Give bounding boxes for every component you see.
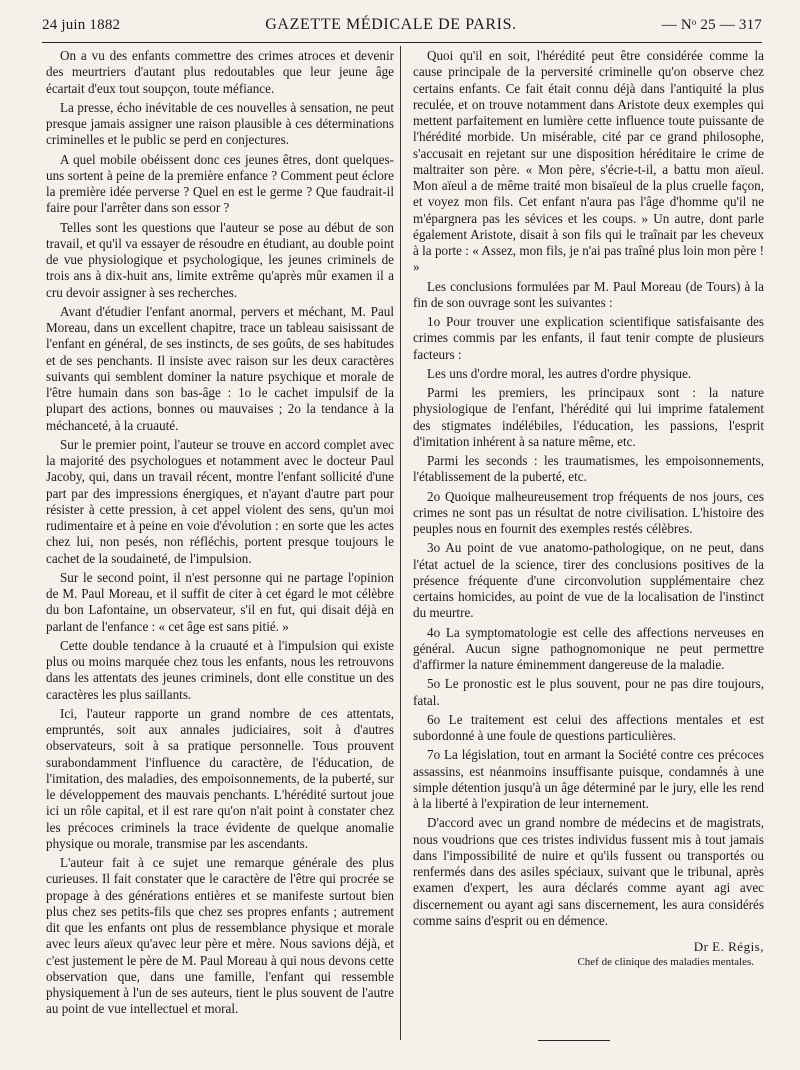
conclusion-item: 6o Le traitement est celui des affections mentales et est subordonné à une foule de questions particulières. [413, 711, 764, 743]
journal-title: GAZETTE MÉDICALE DE PARIS. [265, 16, 517, 33]
paragraph: La presse, écho inévitable de ces nouvelles à sensation, ne peut presque jamais assigner une raison plausible à ces déterminations criminelles et le public se perd en conjectures. [46, 99, 394, 148]
conclusion-item: 2o Quoique malheureusement trop fréquents de nos jours, ces crimes ne sont pas un résultat de notre civilisation. L'histoire des peuples nous en fournit des exemples restés célèbres. [413, 488, 764, 536]
left-column [46, 48, 394, 1021]
issue-number: — Nᵒ 25 — 317 [661, 17, 762, 33]
paragraph: Les conclusions formulées par M. Paul Moreau (de Tours) à la fin de son ouvrage sont les suivantes : [413, 278, 764, 310]
conclusion-item: Les uns d'ordre moral, les autres d'ordre physique. [427, 365, 692, 381]
end-rule [538, 1040, 610, 1041]
conclusion-item: Parmi les seconds : les traumatismes, les empoisonnements, l'établissement de la puberté, etc. [413, 453, 764, 485]
paragraph: Avant d'étudier l'enfant anormal, pervers et méchant, M. Paul Moreau, dans un excellent chapitre, trace un tableau saisissant de l'enfant en général, de ses instincts, de ses goûts, de ses habitudes et de ses penchants. Il insiste avec raison sur les deux caractères suivants qui semblent dominer la nature psychique et morale de l'être humain dans son bas-âge : 1o le cachet impulsif de la plupart des actions, bonnes ou mauvaises ; 2o la tendance à la méchanceté, à la cruauté. [46, 303, 394, 433]
paragraph: On a vu des enfants commettre des crimes atroces et devenir des meurtriers d'autant plus redoutables que leur jeune âge écartait d'eux tout soupçon, toute méfiance. [46, 48, 394, 96]
conclusion-item: 5o Le pronostic est le plus souvent, pour ne pas dire toujours, fatal. [413, 676, 764, 708]
author-signature: Dr E. Régis, [693, 939, 764, 954]
conclusion-item: Parmi les premiers, les principaux sont : la nature physiologique de l'enfant, l'hérédité qui lui imprime fatalement des stigmates indélébiles, l'éducation, les passions, l'esprit d'imitation inhérent à sa nature même, etc. [413, 385, 764, 449]
paragraph: Telles sont les questions que l'auteur se pose au début de son travail, et qu'il va essayer de résoudre en étudiant, au double point de vue physiologique et psychologique, les jeunes criminels de trois ans à dix-huit ans, limite extrême qu'après mûr examen il a cru devoir assigner à ses recherches. [46, 219, 394, 300]
conclusion-item: 7o La législation, tout en armant la Société contre ces précoces assassins, est néanmoins insuffisante puisque, condamnés à une simple détention jusqu'à un âge déterminé par le jury, elle les rend à la liberté à l'expiration de leur internement. [413, 747, 764, 811]
paragraph: D'accord avec un grand nombre de médecins et de magistrats, nous voudrions que ces tristes individus fussent mis à tout jamais dans l'impossibilité de nuire et qu'ils fussent ou transportés ou renfermés dans des asiles spéciaux, suivant que le tribunal, après examen d'expert, les aura déclarés comme ayant agi avec discernement ou ayant agi sans discernement, les aura considérés comme sains d'esprit ou en démence. [413, 815, 764, 928]
author-title: Chef de clinique des maladies mentales. [577, 956, 754, 969]
paragraph: Quoi qu'il en soit, l'hérédité peut être considérée comme la cause principale de la perversité criminelle qu'on observe chez certains enfants. Ce fait était connu déjà dans l'antiquité la plus reculée, et on trouve notamment dans Aristote deux exemples qui mettent parfaitement en lumière cette influence toute puissante de l'hérédité morbide. Un misérable, cité par ce grand philosophe, s'accusait en rejetant sur une disposition héréditaire le crime de maltraiter son père. « Mon père, s'écrie-t-il, a battu mon aïeul. Mon aïeul a de même traité mon bisaïeul de la plus cruelle façon, et voyez mon fils. Cet enfant n'aura pas l'âge d'homme qu'il ne m'épargnera pas les sévices et les coups. » Un autre, dont parle également Aristote, disait à son fils qui le traînait par les cheveux à la porte : « Assez, mon fils, je n'ai pas traîné plus loin mon père ! » [413, 48, 764, 275]
right-column [413, 48, 764, 969]
paragraph: Ici, l'auteur rapporte un grand nombre de ces attentats, empruntés, soit aux annales judiciaires, soit à d'autres observateurs, soit à sa pratique personnelle. Tous prouvent surabondamment l'influence du caractère, de l'éducation, de l'imitation, des maladies, des empoisonnements, de la puberté, sur le développement des mauvais penchants. L'hérédité surtout joue ici un rôle capital, et il est rare qu'on n'ait point à constater chez les précoces criminels la trace évidente de quelque anomalie physique ou morale, transmise par les ascendants. [46, 705, 394, 851]
conclusion-item: 4o La symptomatologie est celle des affections nerveuses en général. Aucun signe pathognomonique ne peut permettre d'affirmer la nature éminemment dangereuse de la maladie. [413, 624, 764, 672]
paragraph: L'auteur fait à ce sujet une remarque générale des plus curieuses. Il fait constater que le caractère de l'être qui procrée se propage à des générations entières et se manifeste surtout bien plus chez ses petits-fils que chez ses propres enfants ; autrement dit que les enfants ont plus de ressemblance physique et morale avec leurs aïeux qu'avec leur père et mère. Nous savions déjà, et c'est justement le père de M. Paul Moreau à qui nous devons cette observation que, dans une famille, l'enfant qui ressemble physiquement à l'un de ses auteurs, tient le plus souvent de l'autre au point de vue intellectuel et moral. [46, 855, 394, 1017]
conclusion-item: 3o Au point de vue anatomo-pathologique, on ne peut, dans l'état actuel de la science, tirer des conclusions positives de la présence fréquente d'une circonvolution supplémentaire chez certains homicides, au point de vue de la localisation de l'instinct du meurtre. [413, 540, 764, 621]
conclusion-item: 1o Pour trouver une explication scientifique satisfaisante des crimes commis par les enfants, il faut tenir compte de plusieurs facteurs : [413, 314, 764, 362]
paragraph: A quel mobile obéissent donc ces jeunes êtres, dont quelques-uns sortent à peine de la première enfance ? Comment peut éclore la première idée perverse ? Quel en est le germe ? Que faudrait-il faire pour l'arrêter dans son essor ? [46, 151, 394, 216]
paragraph: Cette double tendance à la cruauté et à l'impulsion qui existe plus ou moins marquée chez tous les enfants, nous les retrouvons dans les attentats des jeunes criminels, dont elle constitue un des caractères les plus saillants. [46, 637, 394, 702]
header-date: 24 juin 1882 [42, 17, 121, 33]
header-rule [42, 42, 762, 43]
paragraph: Sur le premier point, l'auteur se trouve en accord complet avec la majorité des psychologues et notamment avec le docteur Paul Jacoby, qui, dans un travail récent, montre l'enfant sollicité d'une part par des impressions énergiques, et n'ayant d'autre part pour résister à cette pression, à cet appel violent des sens, qu'un moi rudimentaire et à peine en voie d'évolution : en sorte que les actes chez lui, non pesés, non réfléchis, portent presque toujours le cachet de la soudaineté, de l'impulsion. [46, 436, 394, 566]
paragraph: Sur le second point, il n'est personne qui ne partage l'opinion de M. Paul Moreau, et il suffit de citer à cet égard le mot célèbre du bon Lafontaine, un observateur, s'il en fut, qui disait déjà en parlant de l'enfance : « cet âge est sans pitié. » [46, 569, 394, 634]
column-divider [400, 46, 401, 1040]
page-header [42, 16, 762, 40]
